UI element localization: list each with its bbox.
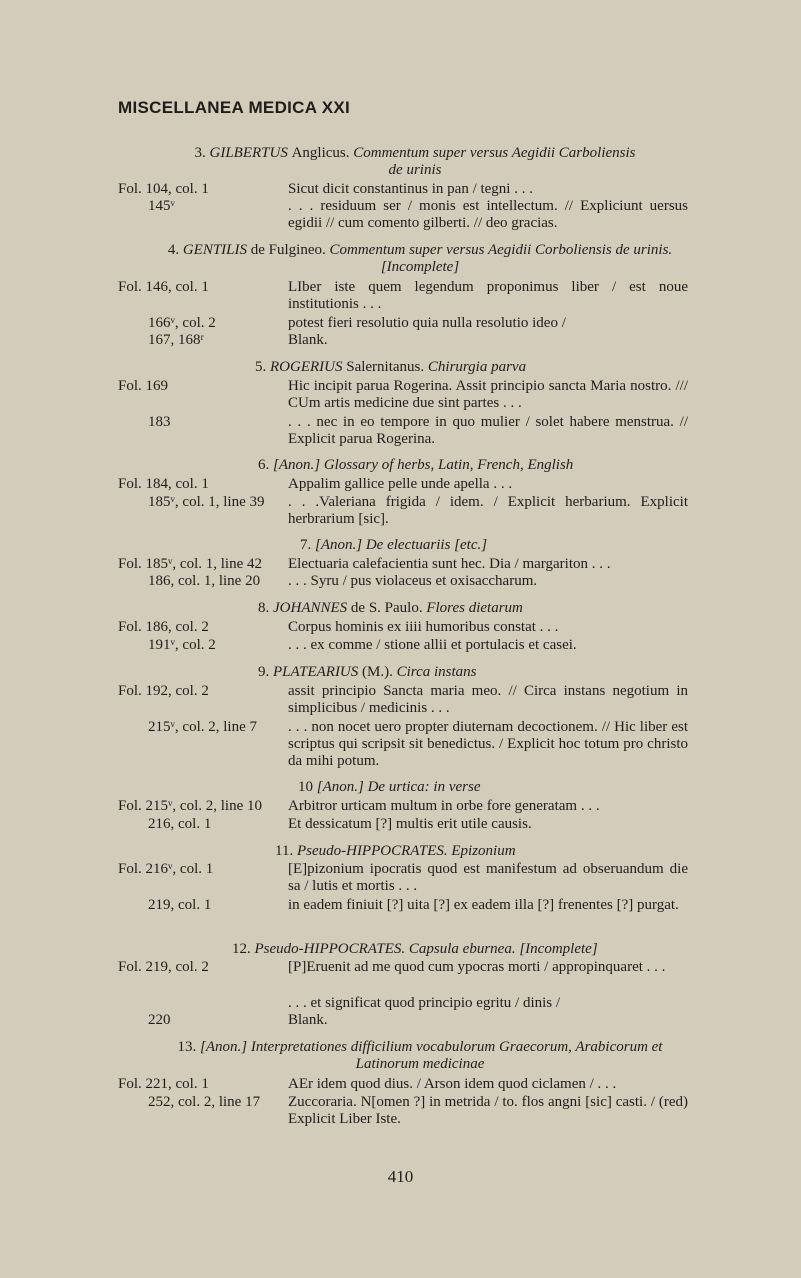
item-title: 13. [Anon.] Interpretationes difficilium vocabulorum Graecorum, Arabicorum et Latinorum medicinae	[177, 1039, 663, 1072]
incipit: LIber iste quem legendum proponimus liber / est noue institutionis . . .	[288, 279, 688, 312]
explicit: . . . et significat quod principio egritu / dinis /	[288, 995, 561, 1011]
folio-ref: Fol. 169	[118, 378, 169, 394]
folio-ref: 186, col. 1, line 20	[148, 573, 261, 589]
explicit: . . . residuum ser / monis est intellectum. // Expliciunt uersus egidii // cum comento gilberti. // deo gracias.	[288, 198, 688, 231]
folio-ref: 215ᵛ, col. 2, line 7	[148, 719, 257, 735]
folio-ref: 166ᵛ, col. 2	[148, 315, 216, 331]
item-title: 6. [Anon.] Glossary of herbs, Latin, French, English	[258, 457, 574, 473]
folio-ref: Fol. 219, col. 2	[118, 959, 209, 975]
folio-ref: Fol. 215ᵛ, col. 2, line 10	[118, 798, 262, 814]
explicit: . . .Valeriana frigida / idem. / Explicit herbarium. Explicit herbrarium [sic].	[288, 494, 688, 527]
explicit: . . . non nocet uero propter diuternam decoctionem. // Hic liber est scriptus qui scripsit sit benedictus. / Explicit hoc totum pro christo da mihi potum.	[288, 719, 688, 769]
item-title: 9. PLATEARIUS (M.). Circa instans	[258, 664, 477, 680]
incipit: Electuaria calefacientia sunt hec. Dia / margariton . . .	[288, 556, 611, 572]
incipit: Sicut dicit constantinus in pan / tegni . . .	[288, 181, 533, 197]
folio-ref: Fol. 146, col. 1	[118, 279, 209, 295]
explicit: . . . nec in eo tempore in quo mulier / solet habere menstrua. // Explicit parua Rogerina.	[288, 414, 688, 447]
item-title: 11. Pseudo-HIPPOCRATES. Epizonium	[275, 843, 516, 859]
incipit: AEr idem quod dius. / Arson idem quod ciclamen / . . .	[288, 1076, 617, 1092]
folio-ref: 220	[148, 1012, 171, 1028]
running-title: MISCELLANEA MEDICA XXI	[118, 98, 351, 117]
folio-ref: 252, col. 2, line 17	[148, 1094, 261, 1110]
incipit: Hic incipit parua Rogerina. Assit principio sancta Maria nostro. /// CUm artis medicine due sint partes . . .	[288, 378, 688, 411]
folio-ref: Fol. 221, col. 1	[118, 1076, 209, 1092]
folio-ref: 216, col. 1	[148, 816, 212, 832]
item-title: 12. Pseudo-HIPPOCRATES. Capsula eburnea. [Incomplete]	[232, 941, 598, 957]
folio-ref: Fol. 185ᵛ, col. 1, line 42	[118, 556, 262, 572]
page-number: 410	[387, 1167, 414, 1186]
item-title: 5. ROGERIUS Salernitanus. Chirurgia parva	[255, 359, 527, 375]
incipit: Arbitror urticam multum in orbe fore generatam . . .	[288, 798, 600, 814]
folio-ref: 145ᵛ	[148, 198, 175, 214]
item-title: 10 [Anon.] De urtica: in verse	[298, 779, 481, 795]
folio-ref: Fol. 186, col. 2	[118, 619, 209, 635]
folio-ref: 185ᵛ, col. 1, line 39	[148, 494, 265, 510]
explicit: potest fieri resolutio quia nulla resolutio ideo /	[288, 315, 566, 331]
folio-ref: Fol. 104, col. 1	[118, 181, 209, 197]
incipit: Appalim gallice pelle unde apella . . .	[288, 476, 513, 492]
item-title: 7. [Anon.] De electuariis [etc.]	[300, 537, 488, 553]
explicit: Zuccoraria. N[omen ?] in metrida / to. flos angni [sic] casti. / (red) Explicit Liber Iste.	[288, 1094, 688, 1127]
explicit: Et dessicatum [?] multis erit utile causis.	[288, 816, 532, 832]
item-title: 4. GENTILIS de Fulgineo. Commentum super versus Aegidii Corboliensis de urinis. [Incomplete]	[167, 242, 673, 275]
incipit: [E]pizonium ipocratis quod est manifestum ad obseruandum die sa / lutis et mortis . . .	[288, 861, 688, 894]
folio-ref: 167, 168ʳ	[148, 332, 204, 348]
incipit: Corpus hominis ex iiii humoribus constat . . .	[288, 619, 559, 635]
explicit: . . . Syru / pus violaceus et oxisaccharum.	[288, 573, 538, 589]
folio-ref: Fol. 184, col. 1	[118, 476, 209, 492]
folio-ref: 219, col. 1	[148, 897, 212, 913]
item-title: 3. GILBERTUS Anglicus. Commentum super versus Aegidii Carboliensis de urinis	[194, 145, 636, 178]
folio-ref: Fol. 216ᵛ, col. 1	[118, 861, 214, 877]
item-title: 8. JOHANNES de S. Paulo. Flores dietarum	[258, 600, 523, 616]
explicit: in eadem finiuit [?] uita [?] ex eadem illa [?] frenentes [?] purgat.	[288, 897, 679, 913]
blank-note: Blank.	[288, 1012, 328, 1028]
folio-ref: 183	[148, 414, 171, 430]
folio-ref: 191ᵛ, col. 2	[148, 637, 216, 653]
folio-ref: Fol. 192, col. 2	[118, 683, 209, 699]
blank-note: Blank.	[288, 332, 328, 348]
explicit: . . . ex comme / stione allii et portulacis et casei.	[288, 637, 577, 653]
incipit: assit principio Sancta maria meo. // Circa instans negotium in simplicibus / medicinis . . .	[288, 683, 688, 716]
incipit: [P]Eruenit ad me quod cum ypocras morti / appropinquaret . . .	[288, 959, 666, 975]
